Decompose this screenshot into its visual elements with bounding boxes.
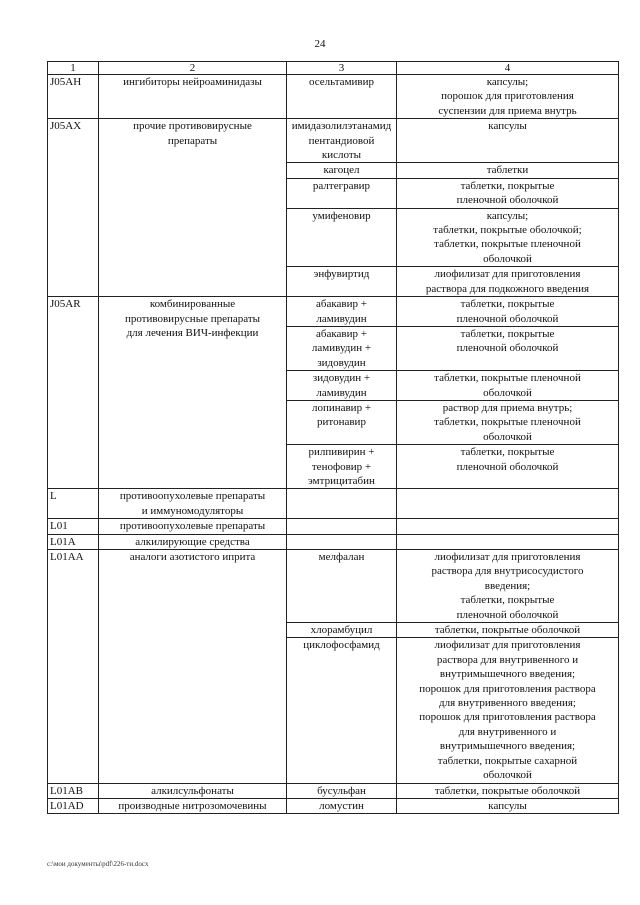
dosage-form-line: капсулы; [486, 209, 529, 222]
table-row [48, 550, 619, 623]
drug-name-cell [287, 163, 397, 178]
drug-name-line: абакавир + [316, 298, 367, 311]
dosage-form-line: таблетки, покрытые сахарной [437, 754, 578, 767]
drug-group-cell [99, 783, 287, 798]
dosage-form-line: порошок для приготовления раствора [419, 711, 596, 724]
dosage-form-line: порошок для приготовления раствора [419, 682, 596, 695]
table-row [48, 119, 619, 163]
dosage-form-line: порошок для приготовления [441, 90, 574, 103]
drug-group-line: противовирусные препараты [124, 312, 261, 325]
drug-name-cell [287, 519, 397, 534]
table-row [48, 489, 619, 519]
table-header-row [48, 62, 619, 75]
dosage-form-cell [397, 623, 619, 638]
dosage-form-cell [397, 371, 619, 401]
atc-code: L01AB [50, 784, 83, 797]
drug-name-cell [287, 445, 397, 489]
atc-code-cell [48, 798, 99, 813]
drug-group-cell [99, 519, 287, 534]
atc-code-cell [48, 75, 99, 119]
drug-group-line: прочие противовирусные [133, 120, 252, 133]
drug-name-cell [287, 783, 397, 798]
drug-name-cell [287, 638, 397, 783]
table-body [48, 75, 619, 814]
drug-group-line: и иммуномодуляторы [141, 504, 244, 517]
dosage-form-cell [397, 119, 619, 163]
drug-name-line: эмтрицитабин [308, 474, 375, 487]
drug-name-line: тенофовир + [311, 460, 372, 473]
drug-group-cell [99, 119, 287, 297]
drug-name-cell [287, 178, 397, 208]
drug-name-line: кислоты [321, 149, 362, 162]
drug-group-cell [99, 550, 287, 784]
drug-group-cell [99, 534, 287, 549]
table-row [48, 534, 619, 549]
drug-name-line: умифеновир [312, 209, 371, 222]
dosage-form-line: пленочной оболочкой [456, 460, 559, 473]
drug-name-line: бусульфан [317, 784, 366, 797]
dosage-form-line: капсулы [488, 120, 527, 133]
dosage-form-cell [397, 75, 619, 119]
dosage-form-line: суспензии для приема внутрь [438, 104, 577, 117]
drug-name-line: хлорамбуцил [310, 624, 373, 637]
dosage-form-line: пленочной оболочкой [456, 342, 559, 355]
dosage-form-cell [397, 783, 619, 798]
atc-code: L01AD [50, 799, 84, 812]
dosage-form-cell [397, 297, 619, 327]
table-row [48, 75, 619, 119]
drug-group-cell [99, 297, 287, 489]
table-row [48, 519, 619, 534]
dosage-form-line: капсулы [488, 799, 527, 812]
drug-name-line: имидазолилэтанамид [291, 120, 392, 133]
drug-group-line: производные нитрозомочевины [118, 799, 267, 812]
drug-name-line: пентандиовой [308, 134, 375, 147]
atc-code-cell [48, 519, 99, 534]
drug-name-line: энфувиртид [313, 268, 370, 281]
dosage-form-line: пленочной оболочкой [456, 312, 559, 325]
drug-name-line: рилпивирин + [308, 446, 375, 459]
drug-name-cell [287, 326, 397, 370]
drug-name-line: ритонавир [317, 416, 366, 429]
atc-code-cell [48, 783, 99, 798]
drug-name-cell [287, 267, 397, 297]
drug-name-line: ламивудин [316, 386, 367, 399]
drug-table [47, 61, 619, 814]
drug-name-cell [287, 550, 397, 623]
table-row [48, 783, 619, 798]
column-header: 2 [99, 62, 287, 75]
drug-name-line: ламивудин + [311, 342, 372, 355]
drug-name-line: лопинавир + [311, 401, 372, 414]
drug-group-line: противоопухолевые препараты [119, 490, 266, 503]
dosage-form-cell [397, 534, 619, 549]
dosage-form-line: таблетки, покрытые пленочной [434, 372, 581, 385]
dosage-form-line: таблетки [486, 164, 529, 177]
drug-group-cell [99, 489, 287, 519]
atc-code-cell [48, 489, 99, 519]
dosage-form-line: таблетки, покрытые оболочкой [434, 624, 581, 637]
drug-group-line: алкилсульфонаты [151, 784, 234, 797]
dosage-form-line: внутримышечного введения; [439, 668, 576, 681]
column-header: 4 [397, 62, 619, 75]
dosage-form-cell [397, 798, 619, 813]
dosage-form-line: лиофилизат для приготовления [434, 551, 581, 563]
drug-name-line: осельтамивир [308, 76, 374, 88]
drug-name-line: циклофосфамид [303, 639, 380, 652]
drug-name-line: ломустин [319, 799, 364, 812]
drug-name-cell [287, 623, 397, 638]
drug-name-cell [287, 534, 397, 549]
dosage-form-cell [397, 178, 619, 208]
atc-code-cell [48, 550, 99, 784]
dosage-form-line: оболочкой [483, 386, 532, 399]
dosage-form-cell [397, 400, 619, 444]
drug-name-line: ралтегравир [312, 179, 371, 192]
dosage-form-line: для внутривенного введения; [438, 697, 576, 710]
drug-name-cell [287, 208, 397, 267]
atc-code: L01 [50, 520, 68, 533]
dosage-form-line: пленочной оболочкой [456, 194, 559, 207]
dosage-form-line: таблетки, покрытые оболочкой [434, 784, 581, 797]
drug-group-cell [99, 798, 287, 813]
atc-code: L [50, 490, 57, 503]
drug-name-cell [287, 798, 397, 813]
table-row [48, 297, 619, 327]
atc-code: L01A [50, 535, 76, 548]
dosage-form-line: таблетки, покрытые пленочной [434, 238, 581, 251]
atc-code: L01AA [50, 551, 84, 563]
dosage-form-line: введения; [484, 579, 531, 592]
drug-name-line: мелфалан [318, 551, 365, 563]
dosage-form-cell [397, 208, 619, 267]
drug-name-cell [287, 75, 397, 119]
drug-group-line: для лечения ВИЧ-инфекции [126, 326, 259, 339]
dosage-form-cell [397, 550, 619, 623]
drug-name-cell [287, 371, 397, 401]
column-header: 3 [287, 62, 397, 75]
dosage-form-line: лиофилизат для приготовления [434, 268, 581, 281]
drug-group-line: аналоги азотистого иприта [129, 551, 256, 563]
dosage-form-line: таблетки, покрытые [460, 298, 555, 311]
drug-name-cell [287, 297, 397, 327]
footer-file-path: c:\мои документы\pdf\226-ти.docx [47, 860, 149, 868]
drug-group-line: алкилирующие средства [135, 535, 250, 548]
drug-name-line: кагоцел [323, 164, 360, 177]
dosage-form-cell [397, 489, 619, 519]
dosage-form-line: таблетки, покрытые [460, 446, 555, 459]
dosage-form-line: для внутривенного и [458, 725, 557, 738]
drug-group-line: препараты [167, 134, 218, 147]
drug-name-cell [287, 489, 397, 519]
drug-group-line: ингибиторы нейроаминидазы [123, 76, 262, 88]
drug-name-line: ламивудин [316, 312, 367, 325]
dosage-form-cell [397, 326, 619, 370]
dosage-form-line: раствора для внутривенного и [436, 653, 579, 666]
column-header: 1 [48, 62, 99, 75]
atc-code-cell [48, 534, 99, 549]
drug-name-cell [287, 119, 397, 163]
dosage-form-line: оболочкой [483, 252, 532, 265]
atc-code: J05AX [50, 120, 82, 133]
dosage-form-line: оболочкой [483, 430, 532, 443]
dosage-form-cell [397, 519, 619, 534]
atc-code: J05AR [50, 298, 81, 311]
dosage-form-line: раствора для подкожного введения [425, 282, 590, 295]
atc-code-cell [48, 119, 99, 297]
drug-group-line: противоопухолевые препараты [119, 520, 266, 533]
dosage-form-line: таблетки, покрытые [460, 327, 555, 340]
drug-group-line: комбинированные [149, 298, 236, 311]
dosage-form-line: таблетки, покрытые пленочной [434, 416, 581, 429]
dosage-form-line: таблетки, покрытые [460, 594, 555, 607]
dosage-form-line: таблетки, покрытые оболочкой; [433, 224, 582, 237]
dosage-form-line: раствора для внутрисосудистого [431, 565, 584, 578]
drug-group-cell [99, 75, 287, 119]
dosage-form-cell [397, 445, 619, 489]
drug-name-line: зидовудин + [312, 372, 371, 385]
dosage-form-line: раствор для приема внутрь; [442, 401, 573, 414]
dosage-form-line: оболочкой [483, 769, 532, 782]
page-number: 24 [314, 38, 326, 50]
atc-code: J05AH [50, 76, 82, 88]
atc-code-cell [48, 297, 99, 489]
dosage-form-line: таблетки, покрытые [460, 179, 555, 192]
dosage-form-line: капсулы; [486, 76, 529, 88]
drug-name-line: зидовудин [317, 356, 366, 369]
dosage-form-line: лиофилизат для приготовления [434, 639, 581, 652]
drug-name-line: абакавир + [316, 327, 367, 340]
drug-name-cell [287, 400, 397, 444]
dosage-form-line: пленочной оболочкой [456, 608, 559, 621]
dosage-form-cell [397, 163, 619, 178]
dosage-form-cell [397, 267, 619, 297]
dosage-form-line: внутримышечного введения; [439, 740, 576, 753]
dosage-form-cell [397, 638, 619, 783]
table-row [48, 798, 619, 813]
